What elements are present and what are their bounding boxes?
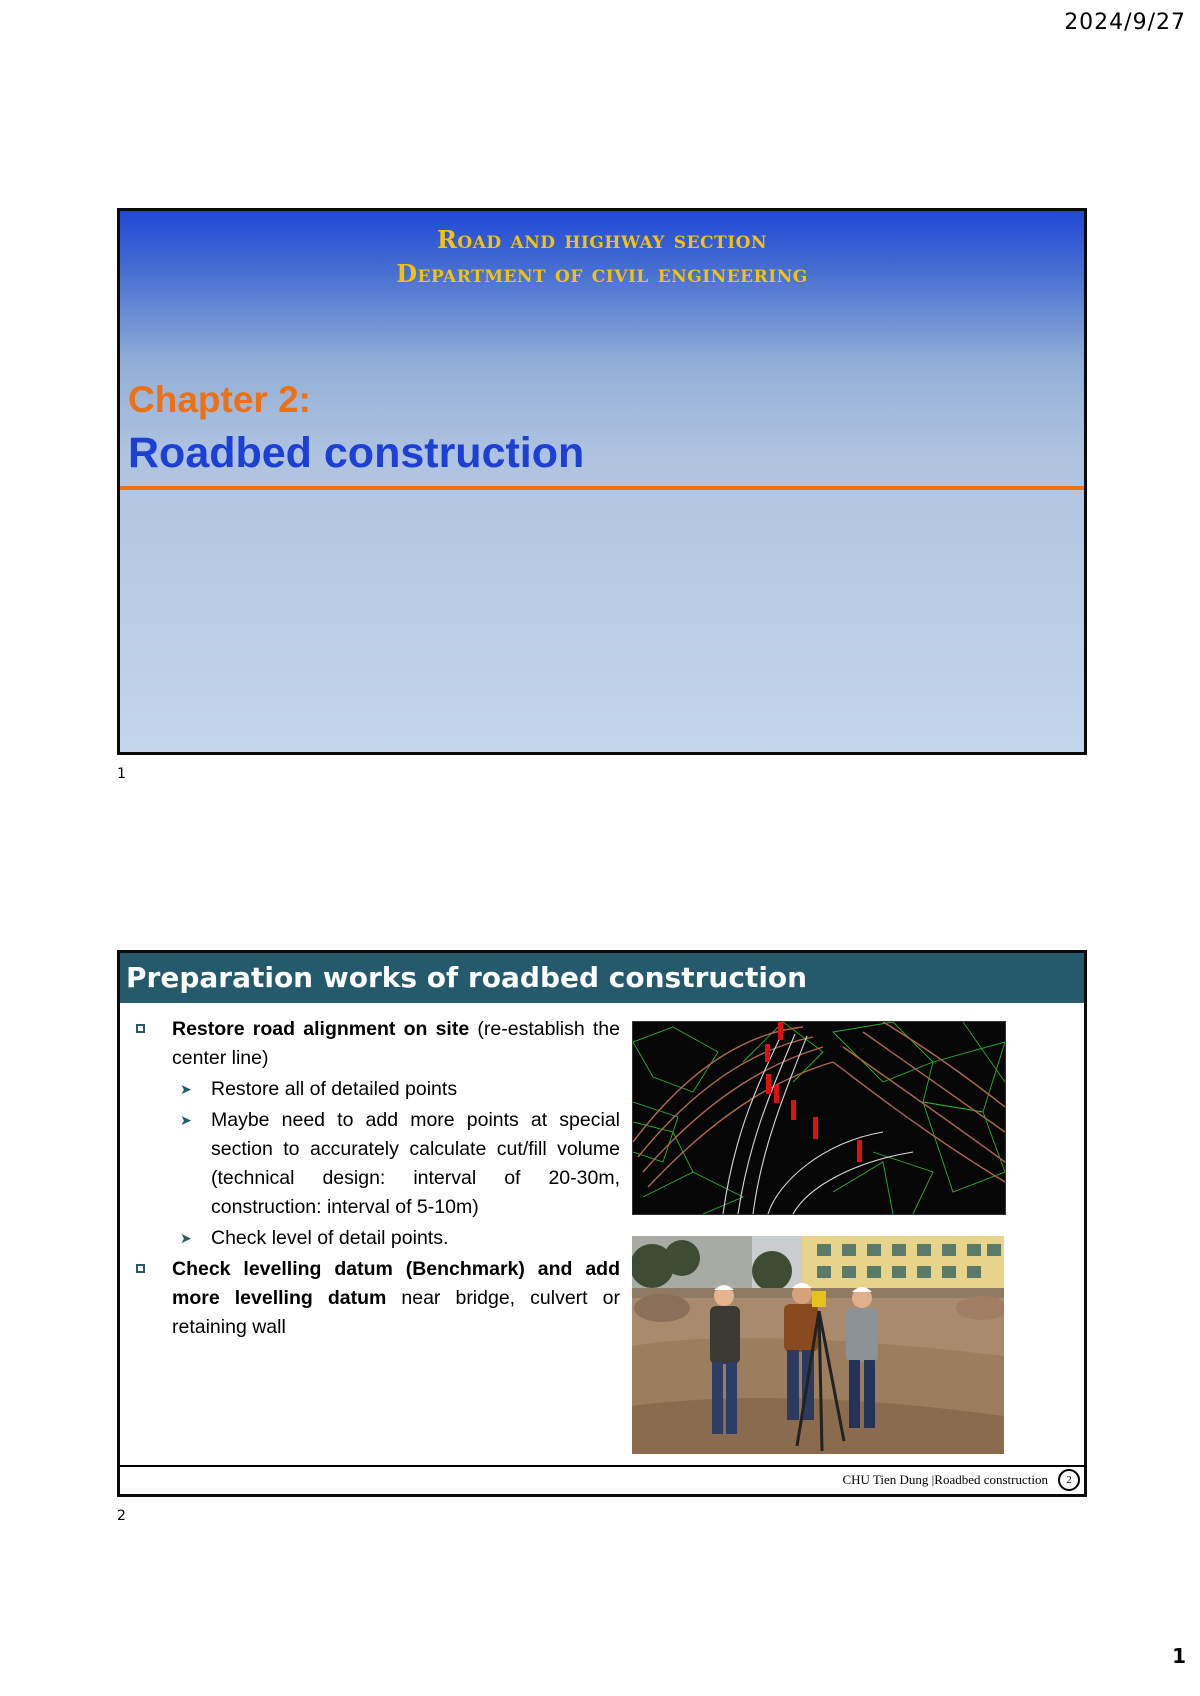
slide-title: Preparation works of roadbed construction — [120, 953, 1084, 1003]
section-name: Road and highway section — [436, 225, 768, 254]
site-survey-photo — [632, 1236, 1004, 1454]
footer-divider — [120, 1465, 1084, 1467]
survey-team-graphic — [632, 1236, 1004, 1454]
slide-2 — [117, 950, 1087, 1497]
bullet-emphasis: Check levelling datum (Benchmark) and add more levelling datum — [172, 1258, 620, 1309]
chapter-title: Roadbed construction — [128, 429, 585, 477]
department-name: Department of civil engineering — [396, 259, 808, 288]
slide-1 — [117, 208, 1087, 755]
slide-body — [132, 1015, 620, 1342]
slide-2-number: 2 — [117, 1508, 126, 1524]
slide-footer: CHU Tien Dung |Roadbed construction — [842, 1472, 1048, 1487]
department-header — [120, 223, 1084, 291]
arrow-bullet-icon: ➤ — [180, 1230, 192, 1246]
sub-bullet-item — [132, 1106, 620, 1222]
square-bullet-icon — [136, 1024, 145, 1033]
road-model-graphic — [633, 1022, 1005, 1214]
sub-bullet-text: Check level of detail points. — [211, 1227, 449, 1249]
square-bullet-icon — [136, 1264, 145, 1273]
arrow-bullet-icon: ➤ — [180, 1081, 192, 1097]
sub-bullet-text: Maybe need to add more points at special section to accurately calculate cut/fill volume (technical design: interval of 20-30m, construction: interval of 5-10m) — [211, 1109, 620, 1218]
page-date: 2024/9/27 — [1064, 10, 1186, 35]
bullet-text: near bridge, culvert or retaining wall — [172, 1287, 620, 1338]
sub-bullet-text: Restore all of detailed points — [211, 1078, 458, 1100]
chapter-label: Chapter 2: — [128, 379, 311, 420]
bullet-emphasis: Restore road alignment on site — [172, 1018, 470, 1040]
bullet-item — [132, 1015, 620, 1073]
bullet-item — [132, 1255, 620, 1342]
title-divider — [120, 486, 1084, 490]
road-alignment-3d-image — [632, 1021, 1006, 1215]
page-number: 1 — [1172, 1644, 1186, 1668]
sub-bullet-item — [132, 1224, 620, 1253]
sub-bullet-item — [132, 1075, 620, 1104]
footer-page-number: 2 — [1058, 1469, 1080, 1491]
arrow-bullet-icon: ➤ — [180, 1112, 192, 1128]
slide-1-number: 1 — [117, 766, 126, 782]
bullet-text: (re-establish the center line) — [172, 1018, 621, 1069]
